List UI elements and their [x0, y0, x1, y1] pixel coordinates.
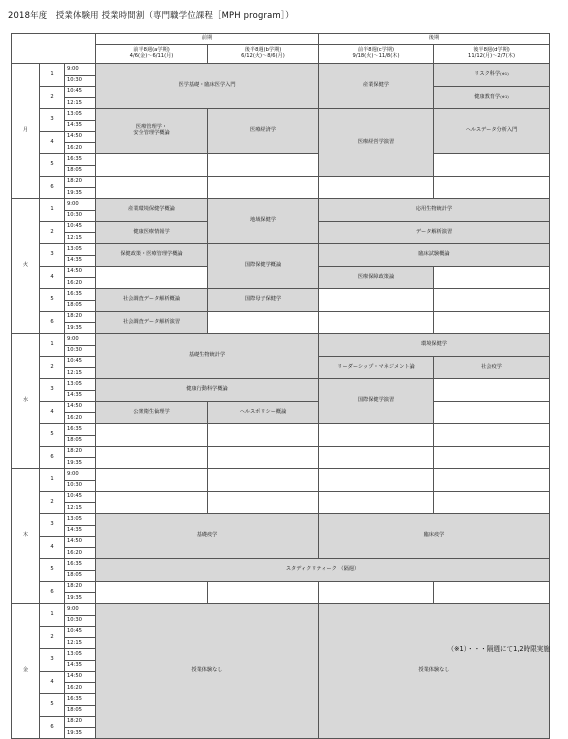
empty-cell	[319, 491, 434, 514]
empty-cell	[96, 266, 208, 289]
course-risk: リスク科学(※1)	[434, 64, 550, 87]
empty-cell	[319, 424, 434, 447]
time-start: 14:50	[65, 266, 96, 277]
time-end: 16:20	[65, 278, 96, 289]
course-kenko-kyoiku: 健康教育学(※1)	[434, 86, 550, 109]
course-koshu-rinri: 公衆衛生倫理学	[96, 401, 208, 424]
period-num: 5	[40, 154, 65, 177]
empty-cell	[319, 289, 434, 312]
period-num: 1	[40, 199, 65, 222]
time-end: 18:05	[65, 300, 96, 311]
time-end: 10:30	[65, 75, 96, 86]
empty-cell	[96, 446, 208, 469]
empty-cell	[208, 469, 319, 492]
period-num: 1	[40, 64, 65, 87]
empty-cell	[434, 379, 550, 402]
period-num: 6	[40, 176, 65, 199]
empty-cell	[208, 446, 319, 469]
day-wed: 水	[12, 334, 40, 469]
time-start: 18:20	[65, 581, 96, 592]
period-num: 3	[40, 514, 65, 537]
time-start: 10:45	[65, 221, 96, 232]
course-iryo-keiei: 医療経営学演習	[319, 109, 434, 177]
time-end: 12:15	[65, 503, 96, 514]
header-period-c: 前半8週(c学期) 9/18(火)～11/8(木)	[319, 45, 434, 64]
empty-cell	[96, 154, 208, 177]
period-num: 3	[40, 109, 65, 132]
time-start: 18:20	[65, 716, 96, 727]
course-nashi-zenki: 授業体験なし	[96, 604, 319, 739]
period-num: 5	[40, 424, 65, 447]
period-num: 4	[40, 536, 65, 559]
empty-cell	[208, 311, 319, 334]
period-num: 1	[40, 469, 65, 492]
time-end: 19:35	[65, 458, 96, 469]
time-start: 9:00	[65, 334, 96, 345]
course-kokusai-gairon: 国際保健学概論	[208, 244, 319, 289]
course-rinsho-eki: 臨床疫学	[319, 514, 550, 559]
empty-cell	[434, 154, 550, 177]
empty-cell	[208, 154, 319, 177]
time-start: 18:20	[65, 176, 96, 187]
time-end: 16:20	[65, 683, 96, 694]
empty-cell	[434, 401, 550, 424]
empty-cell	[434, 289, 550, 312]
course-leadership: リーダーシップ・マネジメント論	[319, 356, 434, 379]
day-mon: 月	[12, 64, 40, 199]
period-num: 3	[40, 649, 65, 672]
time-start: 18:20	[65, 311, 96, 322]
empty-cell	[96, 469, 208, 492]
time-start: 10:45	[65, 356, 96, 367]
time-start: 13:05	[65, 514, 96, 525]
row-thu-1	[12, 469, 550, 480]
course-health-policy: ヘルスポリシー概論	[208, 401, 319, 424]
time-end: 12:15	[65, 98, 96, 109]
header-row-1	[12, 34, 550, 45]
period-num: 4	[40, 401, 65, 424]
time-start: 16:35	[65, 559, 96, 570]
header-blank	[12, 34, 96, 64]
time-end: 19:35	[65, 593, 96, 604]
empty-cell	[208, 424, 319, 447]
time-start: 13:05	[65, 379, 96, 390]
course-kankyo-hoken: 環境保健学	[319, 334, 550, 357]
period-num: 3	[40, 379, 65, 402]
time-end: 16:20	[65, 143, 96, 154]
time-end: 16:20	[65, 548, 96, 559]
time-start: 16:35	[65, 694, 96, 705]
header-kouki: 後期	[319, 34, 550, 45]
time-end: 12:15	[65, 233, 96, 244]
empty-cell	[96, 176, 208, 199]
time-start: 14:50	[65, 401, 96, 412]
header-zenki: 前期	[96, 34, 319, 45]
time-start: 16:35	[65, 289, 96, 300]
period-num: 6	[40, 311, 65, 334]
course-kiso-seibutsu: 基礎生物統計学	[96, 334, 319, 379]
time-start: 10:45	[65, 626, 96, 637]
time-start: 14:50	[65, 131, 96, 142]
course-shakai-eki: 社会疫学	[434, 356, 550, 379]
period-num: 5	[40, 559, 65, 582]
course-kiso-eki: 基礎疫学	[96, 514, 319, 559]
time-end: 10:30	[65, 480, 96, 491]
time-start: 9:00	[65, 64, 96, 75]
course-hoken-kisei: 医療保障政策論	[319, 266, 434, 289]
empty-cell	[96, 581, 208, 604]
course-oyo-seibutsu: 応用生物統計学	[319, 199, 550, 222]
time-end: 14:35	[65, 120, 96, 131]
time-start: 10:45	[65, 491, 96, 502]
empty-cell	[434, 581, 550, 604]
day-tue: 火	[12, 199, 40, 334]
time-end: 19:35	[65, 728, 96, 739]
period-num: 5	[40, 289, 65, 312]
period-num: 5	[40, 694, 65, 717]
course-igaku-kiso: 医学基礎・臨床医学入門	[96, 64, 319, 109]
row-mon-1	[12, 64, 550, 75]
empty-cell	[319, 446, 434, 469]
header-period-a: 前半8週(a学期) 4/6(金)～6/11(月)	[96, 45, 208, 64]
empty-cell	[434, 176, 550, 199]
period-num: 3	[40, 244, 65, 267]
empty-cell	[208, 491, 319, 514]
day-fri: 金	[12, 604, 40, 739]
empty-cell	[434, 491, 550, 514]
header-period-d: 後半8週(d学期) 11/12(月)～2/7(木)	[434, 45, 550, 64]
header-period-b: 後半8週(b学期) 6/12(火)～8/6(月)	[208, 45, 319, 64]
time-start: 13:05	[65, 109, 96, 120]
course-kenko-kodo: 健康行動科学概論	[96, 379, 319, 402]
course-study-critique: スタディクリティーク （隔週）	[96, 559, 550, 582]
time-end: 18:05	[65, 165, 96, 176]
time-end: 14:35	[65, 390, 96, 401]
time-end: 10:30	[65, 210, 96, 221]
row-fri-1	[12, 604, 550, 615]
row-tue-1	[12, 199, 550, 210]
empty-cell	[319, 311, 434, 334]
empty-cell	[319, 581, 434, 604]
empty-cell	[319, 176, 434, 199]
time-end: 10:30	[65, 345, 96, 356]
day-thu: 木	[12, 469, 40, 604]
course-iryo-kanri: 医療管理学・ 安全管理学概論	[96, 109, 208, 154]
time-end: 19:35	[65, 188, 96, 199]
course-nashi-kouki: 授業体験なし	[319, 604, 550, 739]
time-end: 19:35	[65, 323, 96, 334]
time-end: 18:05	[65, 705, 96, 716]
row-wed-1	[12, 334, 550, 345]
period-num: 6	[40, 581, 65, 604]
course-sangyo-hoken: 産業保健学	[319, 64, 434, 109]
time-start: 14:50	[65, 536, 96, 547]
empty-cell	[434, 446, 550, 469]
timetable	[11, 33, 550, 739]
time-end: 14:35	[65, 525, 96, 536]
time-start: 13:05	[65, 649, 96, 660]
empty-cell	[434, 424, 550, 447]
period-num: 2	[40, 626, 65, 649]
period-num: 2	[40, 356, 65, 379]
time-end: 16:20	[65, 413, 96, 424]
empty-cell	[96, 491, 208, 514]
time-end: 14:35	[65, 660, 96, 671]
time-end: 18:05	[65, 570, 96, 581]
period-num: 4	[40, 671, 65, 694]
course-health-data: ヘルスデータ分析入門	[434, 109, 550, 154]
course-kokusai-enshu: 国際保健学演習	[319, 379, 434, 424]
time-end: 14:35	[65, 255, 96, 266]
course-kenko-joho: 健康医療情報学	[96, 221, 208, 244]
time-start: 9:00	[65, 199, 96, 210]
footnote: （※1）・・・隔週にて1,2時限実施	[447, 645, 550, 653]
period-num: 1	[40, 334, 65, 357]
period-num: 2	[40, 491, 65, 514]
time-end: 12:15	[65, 638, 96, 649]
course-iryo-keizai: 医療経済学	[208, 109, 319, 154]
course-hoken-seisaku: 保健政策・医療管理学概論	[96, 244, 208, 267]
period-num: 4	[40, 266, 65, 289]
empty-cell	[434, 469, 550, 492]
time-start: 14:50	[65, 671, 96, 682]
time-start: 18:20	[65, 446, 96, 457]
time-start: 9:00	[65, 469, 96, 480]
course-data-kaiseki: データ解析演習	[319, 221, 550, 244]
empty-cell	[319, 469, 434, 492]
course-chiiki-hoken: 地域保健学	[208, 199, 319, 244]
course-sangyo-kankyo: 産業環境保健学概論	[96, 199, 208, 222]
empty-cell	[208, 581, 319, 604]
time-start: 16:35	[65, 424, 96, 435]
time-start: 16:35	[65, 154, 96, 165]
course-shakai-chosa: 社会調査データ解析概論	[96, 289, 208, 312]
course-rinsho-shiken: 臨床試験概論	[319, 244, 550, 267]
course-boshi-hoken: 国際母子保健学	[208, 289, 319, 312]
time-start: 10:45	[65, 86, 96, 97]
period-num: 1	[40, 604, 65, 627]
page-title: 2018年度 授業体験用 授業時間割（専門職学位課程［MPH program］）	[8, 10, 294, 20]
course-shakai-enshu: 社会調査データ解析演習	[96, 311, 208, 334]
time-start: 13:05	[65, 244, 96, 255]
empty-cell	[208, 176, 319, 199]
period-num: 2	[40, 86, 65, 109]
period-num: 6	[40, 446, 65, 469]
empty-cell	[96, 424, 208, 447]
period-num: 4	[40, 131, 65, 154]
period-num: 6	[40, 716, 65, 739]
empty-cell	[434, 311, 550, 334]
time-end: 12:15	[65, 368, 96, 379]
time-end: 18:05	[65, 435, 96, 446]
empty-cell	[434, 266, 550, 289]
period-num: 2	[40, 221, 65, 244]
time-start: 9:00	[65, 604, 96, 615]
time-end: 10:30	[65, 615, 96, 626]
